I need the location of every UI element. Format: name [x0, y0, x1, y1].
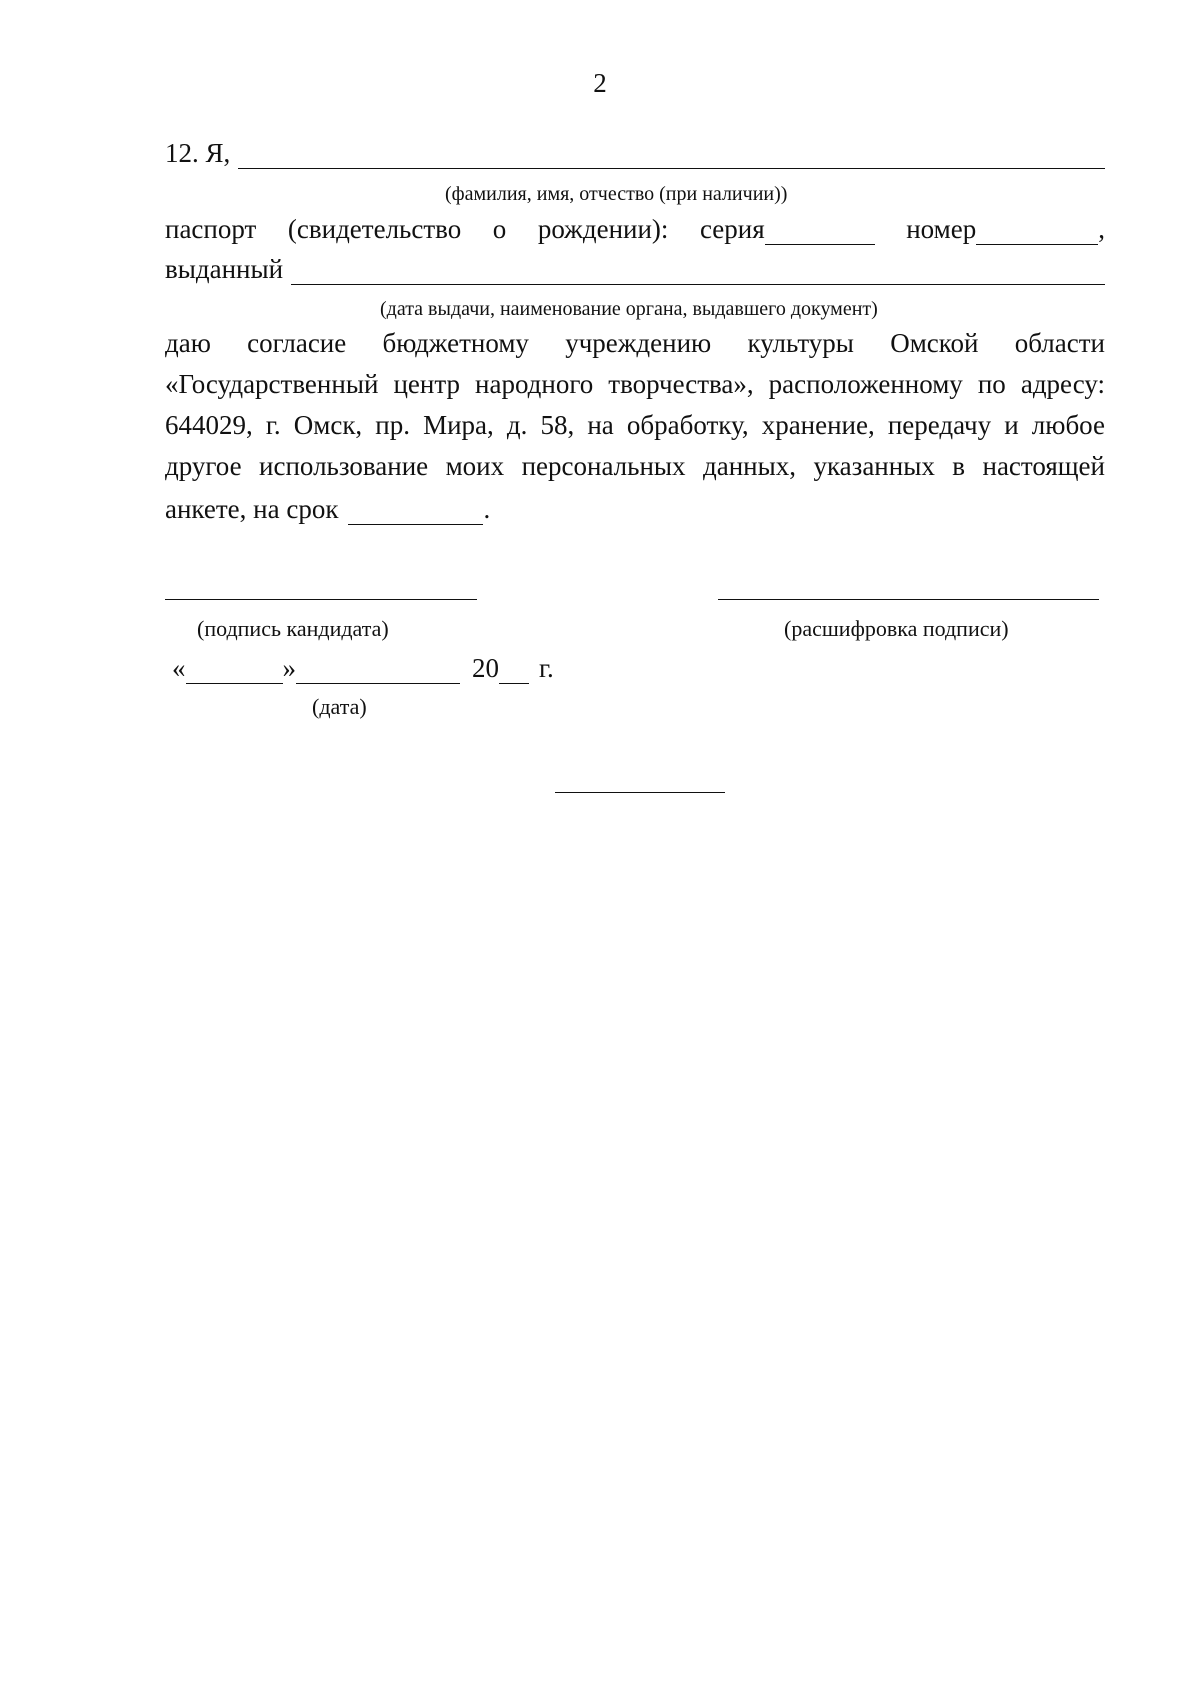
date-close-quote: »: [282, 653, 296, 683]
number-trailing-comma: ,: [1098, 214, 1105, 244]
series-field[interactable]: [765, 222, 875, 245]
fio-caption: (фамилия, имя, отчество (при наличии)): [445, 183, 788, 205]
item12-row: [165, 138, 1105, 169]
series-group: [700, 214, 875, 245]
consent-line-2: «Государственный центр народного творчества», расположенному по адресу:: [165, 369, 1105, 399]
day-field[interactable]: [186, 661, 283, 684]
term-label: анкете, на срок: [165, 494, 339, 524]
year-field[interactable]: [499, 661, 529, 684]
date-open-quote: «: [172, 653, 186, 683]
issued-row: [165, 254, 1105, 285]
fio-field[interactable]: [238, 146, 1105, 169]
number-field[interactable]: [976, 222, 1098, 245]
date-caption: (дата): [312, 694, 367, 719]
passport-o-word: о: [492, 214, 507, 244]
year-prefix: 20: [472, 653, 499, 683]
consent-line-5: [165, 494, 1105, 525]
number-group: [906, 214, 1105, 245]
signature-caption: (подпись кандидата): [197, 616, 389, 641]
issued-caption: (дата выдачи, наименование органа, выдавшего документ): [380, 298, 878, 320]
decoding-caption: (расшифровка подписи): [784, 616, 1009, 641]
term-field[interactable]: [348, 502, 483, 525]
item12-prefix: 12. Я,: [165, 138, 231, 168]
signature-line[interactable]: [165, 599, 477, 600]
issued-label: выданный: [165, 254, 284, 284]
year-suffix: г.: [539, 653, 554, 683]
consent-line-3: 644029, г. Омск, пр. Мира, д. 58, на обработку, хранение, передачу и любое: [165, 410, 1105, 440]
page-number: 2: [593, 68, 607, 98]
number-label: номер: [906, 214, 977, 244]
term-period: .: [483, 494, 491, 524]
passport-birth-word: рождении):: [537, 214, 669, 244]
passport-doc-word: (свидетельство: [287, 214, 462, 244]
passport-label: паспорт: [165, 214, 257, 244]
consent-line-1: даю согласие бюджетному учреждению культуры Омской области: [165, 328, 1105, 358]
issued-field[interactable]: [291, 262, 1105, 285]
passport-row: [165, 214, 1105, 245]
month-field[interactable]: [296, 661, 460, 684]
consent-line-4: другое использование моих персональных данных, указанных в настоящей: [165, 451, 1105, 481]
decoding-line[interactable]: [718, 599, 1099, 600]
end-separator: [555, 792, 725, 793]
series-label: серия: [699, 214, 765, 244]
date-row: [172, 653, 592, 684]
